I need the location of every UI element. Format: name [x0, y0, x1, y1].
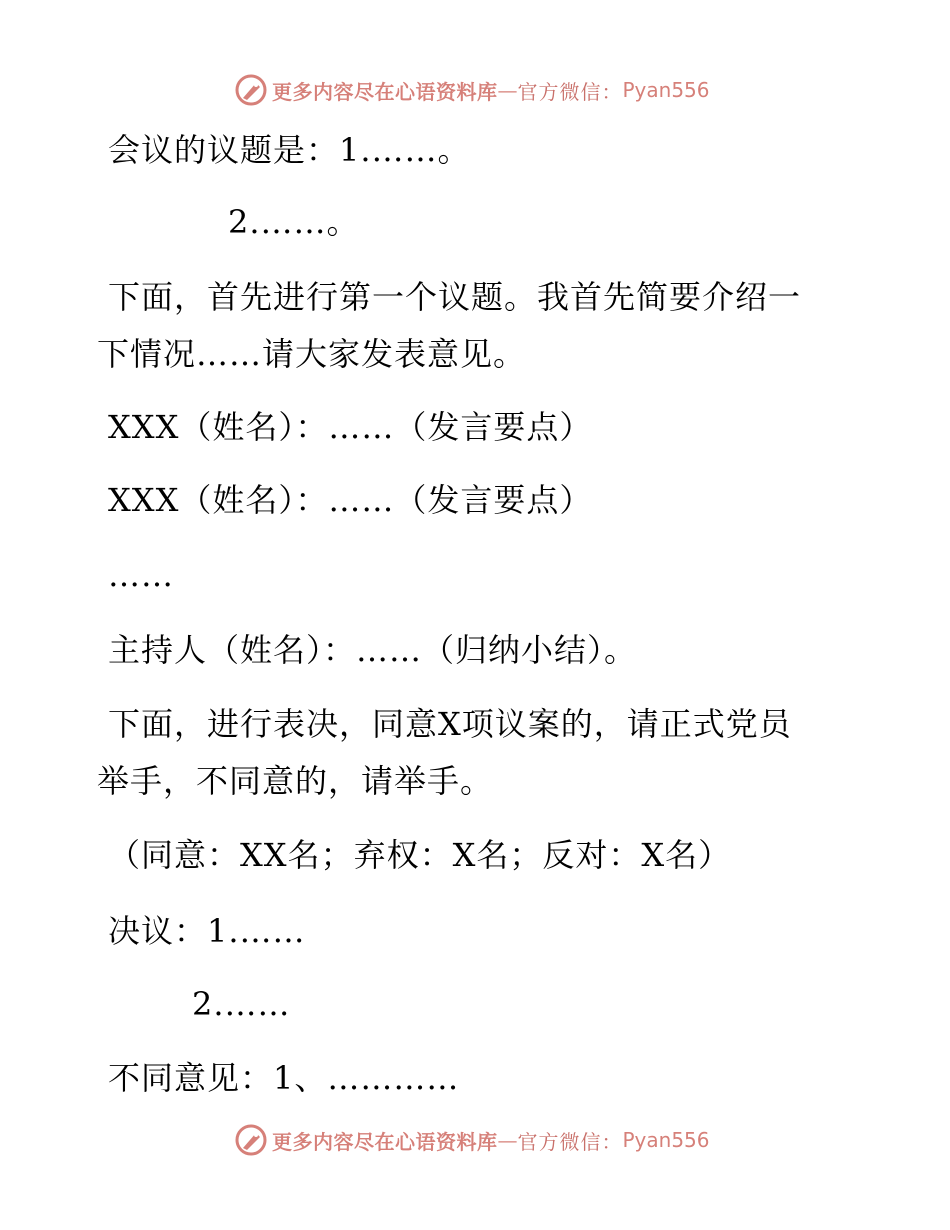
- pen-logo-icon: [234, 1123, 268, 1157]
- doc-line-5: XXX（姓名）：……（发言要点）: [108, 408, 593, 446]
- watermark-wechat-label: 官方微信：: [517, 1129, 623, 1154]
- doc-line-14: 不同意见：1、…………: [108, 1059, 460, 1097]
- doc-line-6: XXX（姓名）：……（发言要点）: [108, 481, 593, 519]
- watermark-wechat-label: 官方微信：: [517, 79, 623, 104]
- watermark-separator: —: [497, 1128, 518, 1152]
- pen-logo-icon: [234, 73, 268, 107]
- watermark-header: [234, 72, 714, 108]
- watermark-title: 更多内容尽在心语资料库: [272, 1129, 498, 1154]
- doc-line-11: （同意：XX名；弃权：X名；反对：X名）: [108, 836, 732, 874]
- doc-line-13: 2.……: [192, 985, 291, 1023]
- doc-line-9: 下面，进行表决，同意X项议案的，请正式党员: [108, 705, 792, 743]
- doc-line-4: 下情况……请大家发表意见。: [97, 335, 527, 373]
- doc-line-3: 下面，首先进行第一个议题。我首先简要介绍一: [108, 278, 802, 316]
- doc-line-2: 2.……。: [228, 203, 360, 241]
- watermark-wechat-id: Pyan556: [622, 78, 710, 102]
- watermark-footer: [234, 1122, 714, 1158]
- watermark-separator: —: [497, 78, 518, 102]
- doc-line-8: 主持人（姓名）：……（归纳小结）。: [108, 631, 638, 669]
- doc-line-10: 举手，不同意的，请举手。: [97, 762, 494, 800]
- doc-line-1: 会议的议题是：1.……。: [108, 131, 471, 169]
- doc-line-12: 决议：1.……: [108, 912, 306, 950]
- watermark-title: 更多内容尽在心语资料库: [272, 79, 498, 104]
- doc-line-7: ……: [108, 556, 174, 594]
- watermark-wechat-id: Pyan556: [622, 1128, 710, 1152]
